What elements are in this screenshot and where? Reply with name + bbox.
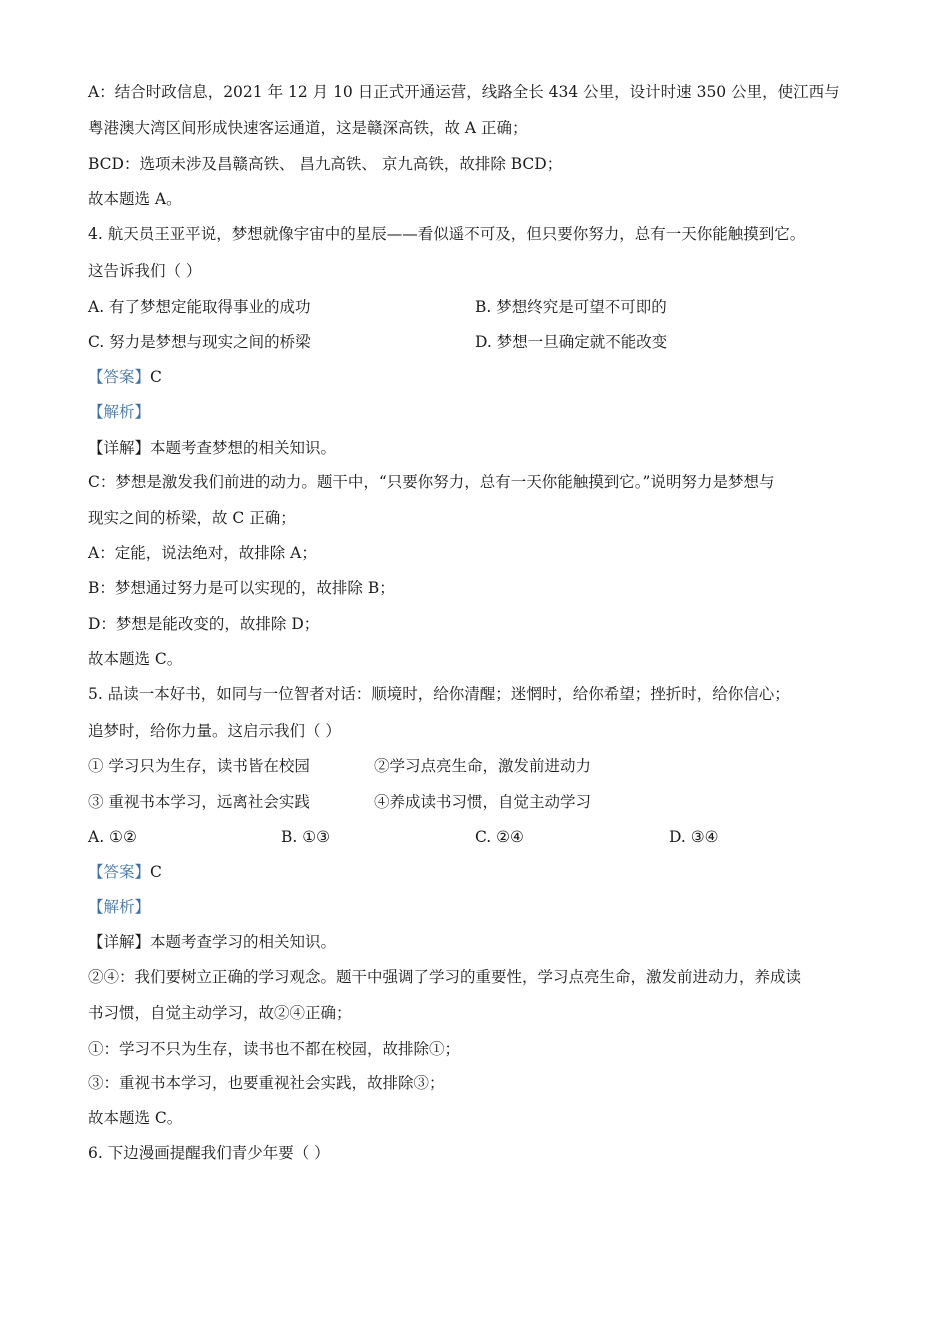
q5-option-a: A. ①② [88, 828, 137, 846]
q4-stem-line-2: 这告诉我们（ ） [88, 262, 202, 280]
q5-statement-2: ②学习点亮生命，激发前进动力 [374, 757, 592, 775]
prev-conclusion: 故本题选 A。 [88, 190, 182, 208]
answer-value: C [150, 863, 162, 881]
analysis-tag: 【解析】 [88, 898, 151, 916]
q5-conclusion: 故本题选 C。 [88, 1109, 183, 1127]
prev-analysis-line-3: BCD：选项未涉及昌赣高铁、 昌九高铁、 京九高铁，故排除 BCD； [88, 155, 563, 173]
answer-tag: 【答案】 [88, 863, 151, 881]
q5-detail-line-3: 书习惯，自觉主动学习，故②④正确； [88, 1004, 352, 1022]
q4-detail-line-1: 【详解】本题考查梦想的相关知识。 [88, 439, 337, 457]
q4-answer [88, 367, 162, 387]
q5-statement-3: ③ 重视书本学习，远离社会实践 [88, 793, 310, 811]
q5-detail-line-1: 【详解】本题考查学习的相关知识。 [88, 933, 337, 951]
q5-option-b: B. ①③ [281, 828, 331, 846]
answer-tag: 【答案】 [88, 368, 151, 386]
q5-statement-4: ④养成读书习惯，自觉主动学习 [374, 793, 592, 811]
q5-option-d: D. ③④ [669, 828, 719, 846]
q4-conclusion: 故本题选 C。 [88, 650, 183, 668]
q4-stem-line-1: 4. 航天员王亚平说，梦想就像宇宙中的星辰——看似遥不可及，但只要你努力，总有一天你能触摸到它。 [88, 225, 806, 243]
q5-statement-1: ① 学习只为生存，读书皆在校园 [88, 757, 310, 775]
q5-detail-line-2: ②④：我们要树立正确的学习观念。题干中强调了学习的重要性，学习点亮生命，激发前进动力，养成读 [88, 968, 802, 986]
q5-detail-line-5: ③：重视书本学习，也要重视社会实践，故排除③； [88, 1074, 445, 1092]
q4-option-b: B. 梦想终究是可望不可即的 [475, 298, 667, 316]
q4-detail-line-3: 现实之间的桥梁，故 C 正确； [88, 509, 296, 527]
q4-option-a: A. 有了梦想定能取得事业的成功 [88, 298, 311, 316]
q5-answer [88, 862, 162, 882]
q4-detail-line-6: D：梦想是能改变的，故排除 D； [88, 615, 320, 633]
q5-analysis-tag [88, 897, 150, 917]
q6-stem: 6. 下边漫画提醒我们青少年要（ ） [88, 1144, 330, 1162]
q4-detail-line-2: C：梦想是激发我们前进的动力。题干中，“只要你努力，总有一天你能触摸到它。”说明努力是梦想与 [88, 473, 775, 491]
q5-option-c: C. ②④ [475, 828, 524, 846]
answer-value: C [150, 368, 162, 386]
q4-option-d: D. 梦想一旦确定就不能改变 [475, 333, 668, 351]
q5-detail-line-4: ①：学习不只为生存，读书也不都在校园，故排除①； [88, 1040, 461, 1058]
prev-analysis-line-1: A：结合时政信息，2021 年 12 月 10 日正式开通运营，线路全长 434 公里，设计时速 350 公里，使江西与 [88, 83, 840, 101]
q5-stem-line-1: 5. 品读一本好书，如同与一位智者对话：顺境时，给你清醒；迷惘时，给你希望；挫折时，给你信心； [88, 685, 790, 703]
q4-option-c: C. 努力是梦想与现实之间的桥梁 [88, 333, 311, 351]
prev-analysis-line-2: 粤港澳大湾区间形成快速客运通道，这是赣深高铁，故 A 正确； [88, 119, 528, 137]
q4-analysis-tag [88, 402, 150, 422]
q4-detail-line-4: A：定能，说法绝对，故排除 A； [88, 544, 317, 562]
analysis-tag: 【解析】 [88, 403, 151, 421]
q4-detail-line-5: B：梦想通过努力是可以实现的，故排除 B； [88, 579, 395, 597]
q5-stem-line-2: 追梦时，给你力量。这启示我们（ ） [88, 722, 341, 740]
